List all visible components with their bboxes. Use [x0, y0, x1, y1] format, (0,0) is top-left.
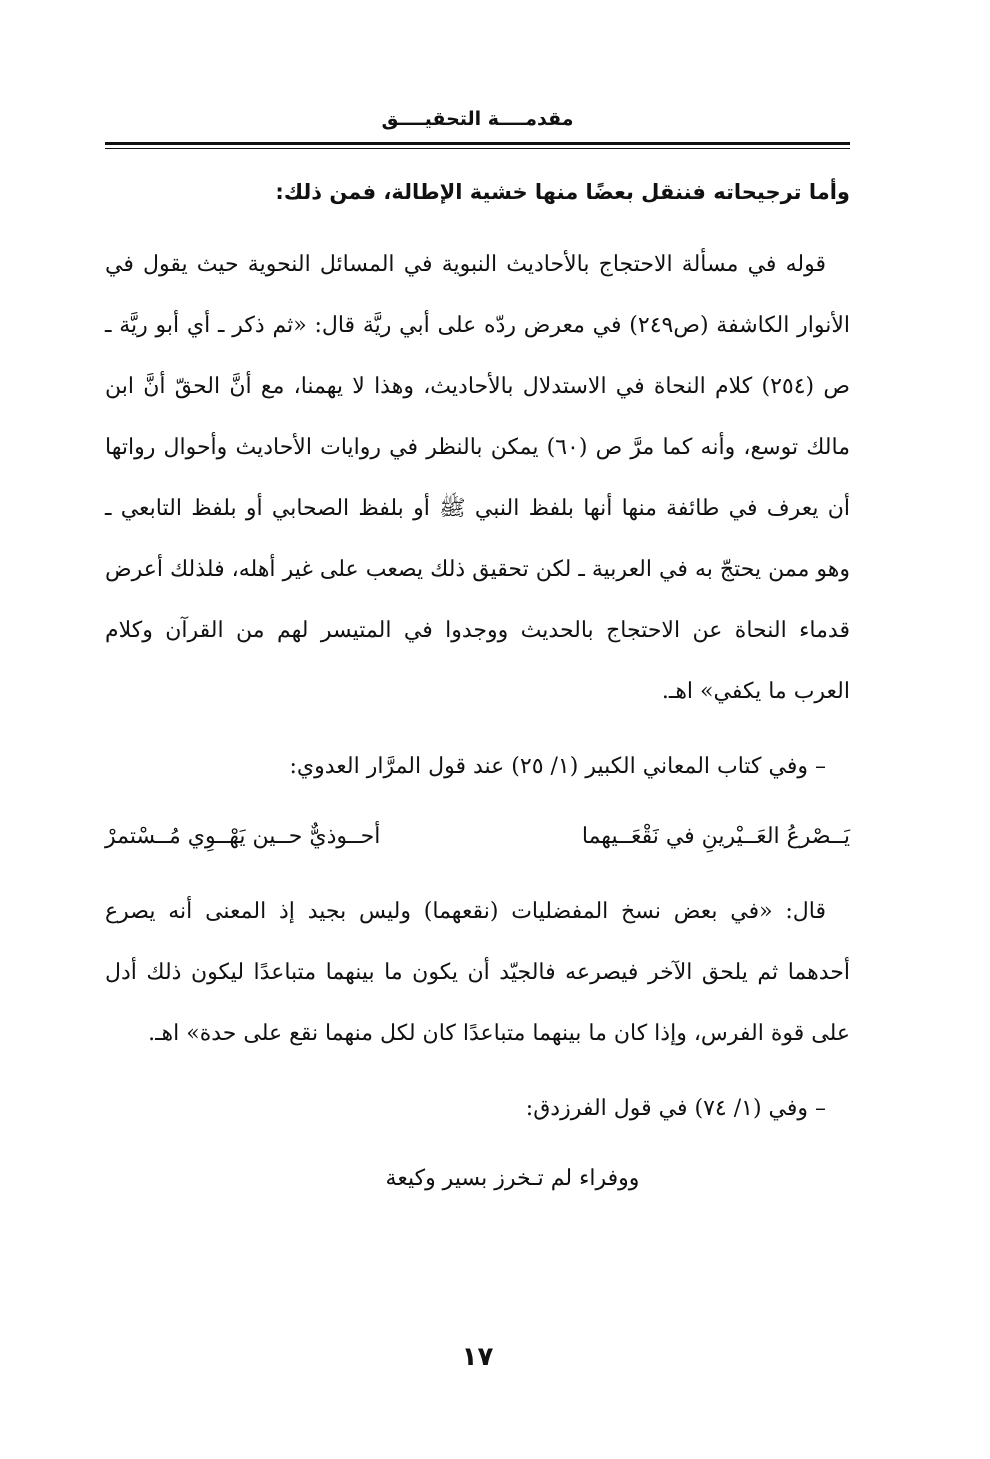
mufaddaliyat-paragraph: قال: «في بعض نسخ المفضليات (نقعهما) وليس بجيد إذ المعنى أنه يصرع أحدهما ثم يلحق الآخر فيصرعه فالجيّد أن يكون ما بينهما متباعدًا ليكون ذلك أدل على قوة الفرس، وإذا كان ما بينهما متباعدًا كان لكل منهما نقع على حدة» اهـ.	[105, 899, 850, 1046]
maani-reference-paragraph: – وفي كتاب المعاني الكبير (١/ ٢٥) عند قول المرَّار العدوي:	[289, 754, 826, 779]
verse-marrar	[105, 807, 850, 867]
farazdaq-reference-paragraph: – وفي (١/ ٧٤) في قول الفرزدق:	[525, 1096, 826, 1121]
verse-first-hemistich: يَــصْرعُ العَــيْرينِ في نَقْعَــيهما	[581, 824, 850, 849]
page-body	[105, 172, 850, 1209]
page-number: ١٧	[461, 1342, 494, 1372]
verse-second-hemistich: أحــوذيٌّ حــين يَهْــوِي مُــسْتمرْ	[105, 824, 381, 849]
header-rule-thick	[105, 142, 850, 145]
running-header-title: مقدمــــة التحقيــــق	[381, 108, 574, 130]
verse-farazdaq: ووفراء لم تـخرز بسير وكيعة	[385, 1166, 640, 1191]
book-page	[105, 96, 850, 1396]
intro-paragraph: وأما ترجيحاته فننقل بعضًا منها خشية الإطالة، فمن ذلك:	[275, 180, 850, 204]
quote-paragraph-anwar: قوله في مسألة الاحتجاج بالأحاديث النبوية في المسائل النحوية حيث يقول في الأنوار الكاشفة (ص٢٤٩) في معرض ردّه على أبي ريَّة قال: «ثم ذكر ـ أي أبو ريَّة ـ ص (٢٥٤) كلام النحاة في الاستدلال بالأحاديث، وهذا لا يهمنا، مع أنَّ الحقّ أنَّ ابن مالك توسع، وأنه كما مرَّ ص (٦٠) يمكن بالنظر في روايات الأحاديث وأحوال رواتها أن يعرف في طائفة منها أنها بلفظ النبي ﷺ أو بلفظ الصحابي أو بلفظ التابعي ـ وهو ممن يحتجّ به في العربية ـ لكن تحقيق ذلك يصعب على غير أهله، فلذلك أعرض قدماء النحاة عن الاحتجاج بالحديث ووجدوا في المتيسر لهم من القرآن وكلام العرب ما يكفي» اهـ.	[105, 252, 850, 704]
header-rule-thin	[105, 148, 850, 149]
